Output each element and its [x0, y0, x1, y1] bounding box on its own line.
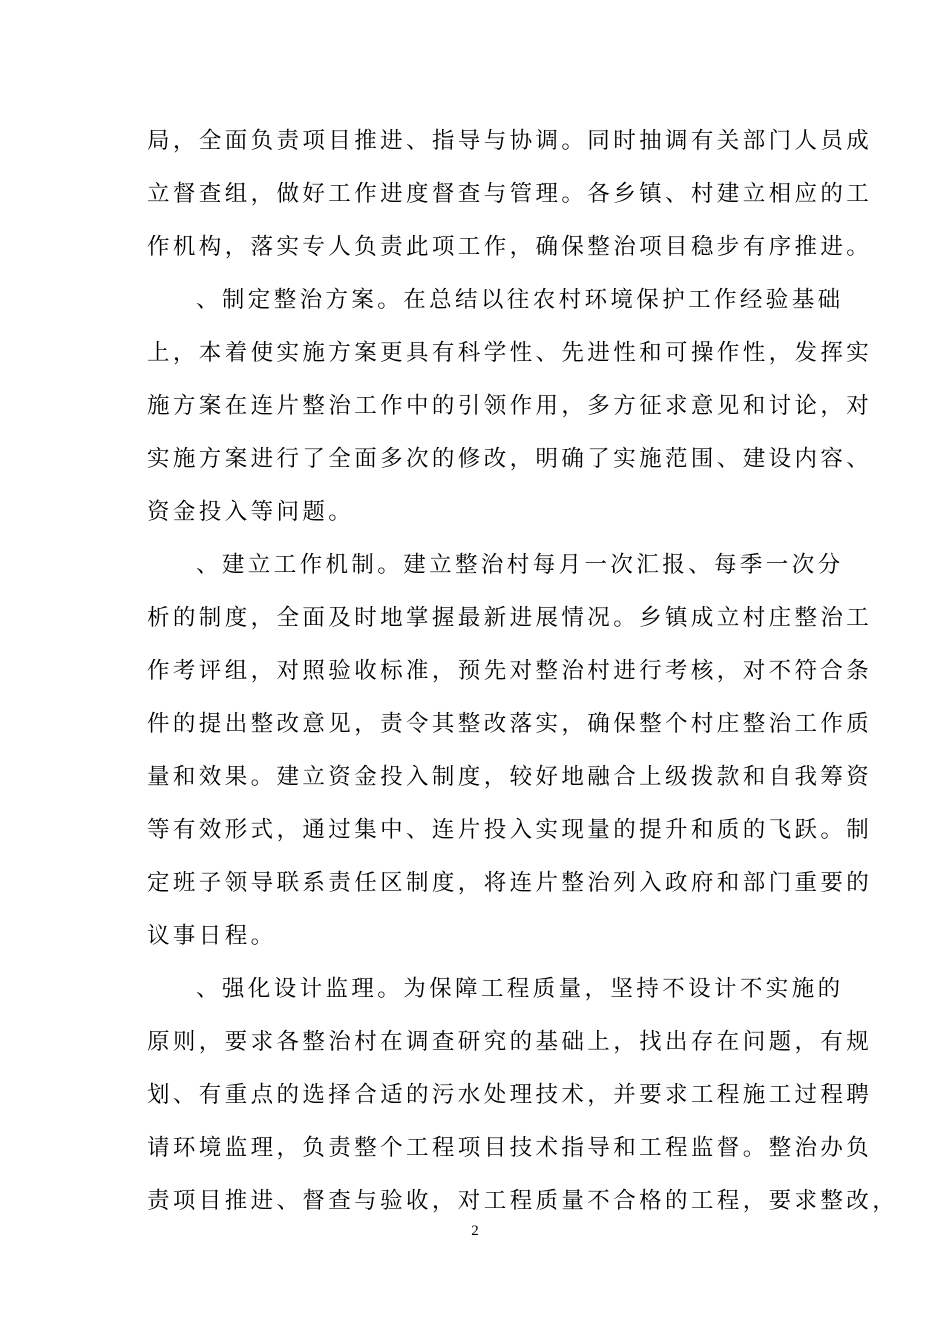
- text-line: 量和效果。建立资金投入制度，较好地融合上级拨款和自我筹资: [147, 764, 873, 790]
- text-line: 作考评组，对照验收标准，预先对整治村进行考核，对不符合条: [147, 658, 873, 684]
- text-line: 件的提出整改意见，责令其整改落实，确保整个村庄整治工作质: [147, 711, 873, 737]
- text-line: 、制定整治方案。在总结以往农村环境保护工作经验基础: [196, 287, 844, 313]
- text-line: 议事日程。: [147, 923, 277, 949]
- text-line: 划、有重点的选择合适的污水处理技术，并要求工程施工过程聘: [147, 1082, 873, 1108]
- text-line: 局，全面负责项目推进、指导与协调。同时抽调有关部门人员成: [147, 128, 873, 154]
- text-line: 立督查组，做好工作进度督查与管理。各乡镇、村建立相应的工: [147, 181, 873, 207]
- text-line: 、强化设计监理。为保障工程质量，坚持不设计不实施的: [196, 976, 844, 1002]
- text-line: 责项目推进、督查与验收，对工程质量不合格的工程，要求整改，: [147, 1188, 899, 1214]
- text-line: 资金投入等问题。: [147, 499, 355, 525]
- text-line: 、建立工作机制。建立整治村每月一次汇报、每季一次分: [196, 552, 844, 578]
- text-line: 定班子领导联系责任区制度，将连片整治列入政府和部门重要的: [147, 870, 873, 896]
- text-line: 施方案在连片整治工作中的引领作用，多方征求意见和讨论，对: [147, 393, 873, 419]
- text-line: 上，本着使实施方案更具有科学性、先进性和可操作性，发挥实: [147, 340, 873, 366]
- text-line: 实施方案进行了全面多次的修改，明确了实施范围、建设内容、: [147, 446, 873, 472]
- text-line: 等有效形式，通过集中、连片投入实现量的提升和质的飞跃。制: [147, 817, 873, 843]
- text-line: 作机构，落实专人负责此项工作，确保整治项目稳步有序推进。: [147, 234, 873, 260]
- text-line: 原则，要求各整治村在调查研究的基础上，找出存在问题，有规: [147, 1029, 873, 1055]
- text-line: 请环境监理，负责整个工程项目技术指导和工程监督。整治办负: [147, 1135, 873, 1161]
- text-line: 析的制度，全面及时地掌握最新进展情况。乡镇成立村庄整治工: [147, 605, 873, 631]
- page-number: 2: [471, 1223, 479, 1239]
